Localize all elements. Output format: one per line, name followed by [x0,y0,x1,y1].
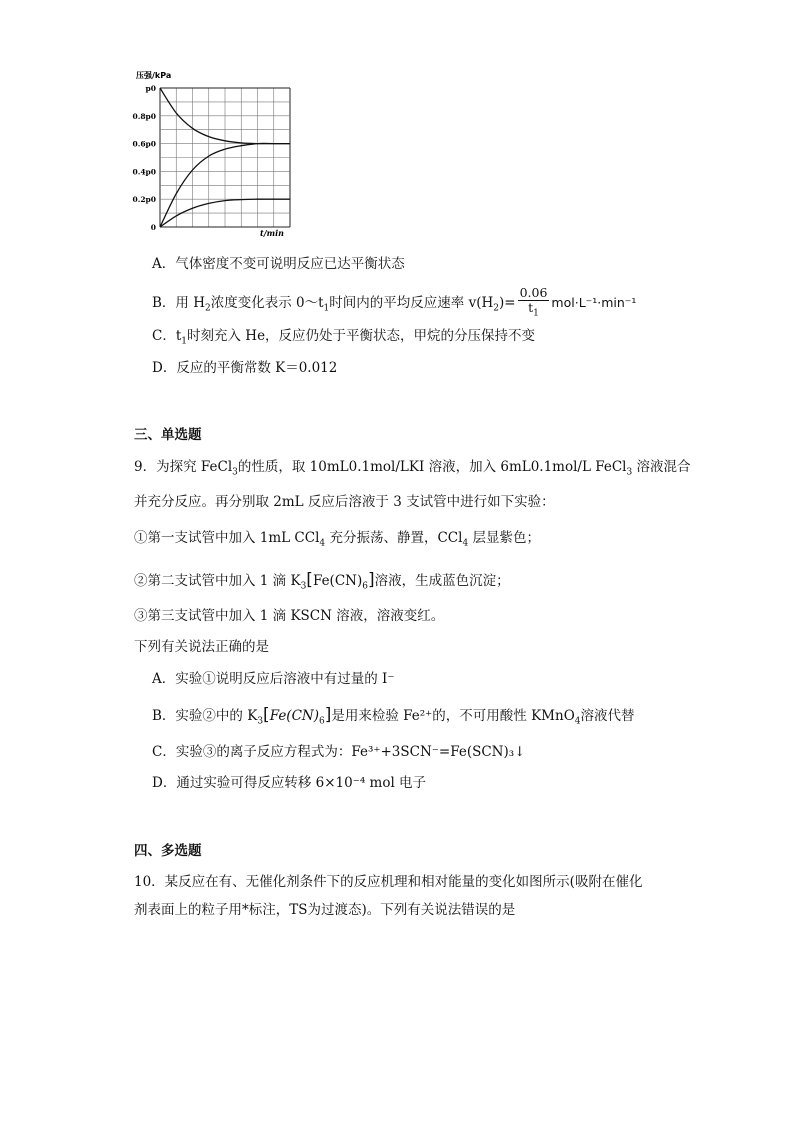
y-tick-label: p0 [145,84,156,93]
q9-option-d: D．通过实验可得反应转移 6×10⁻⁴ mol 电子 [152,775,427,791]
y-tick-label: 0.8p0 [132,111,156,121]
q8-option-d: D．反应的平衡常数 K＝0.012 [152,360,338,376]
y-axis-label: 压强/kPa [136,71,172,80]
q10-stem-line1: 10．某反应在有、无催化剂条件下的反应机理和相对能量的变化如图所示(吸附在催化 [134,874,643,890]
q9-stem-line1: 9．为探究 FeCl$_3$的性质，取 10mL0.1mol/LKI 溶液，加入 6mL0.1mol/L FeCl$_3$ 溶液混合 [134,459,691,478]
q10-stem-line2: 剂表面上的粒子用*标注，TS为过渡态)。下列有关说法错误的是 [134,902,516,918]
y-tick-label: 0.6p0 [132,139,156,149]
q9-experiment-3: ③第三支试管中加入 1 滴 KSCN 溶液，溶液变红。 [134,608,445,624]
y-tick-label: 0.2p0 [132,195,156,205]
q8-option-c: C．$t_1$时刻充入 He，反应仍处于平衡状态，甲烷的分压保持不变 [152,328,536,347]
q9-experiment-2: ②第二支试管中加入 1 滴 $K_3[Fe(CN)_6]$溶液，生成蓝色沉淀； [134,570,510,592]
q9-option-a: A．实验①说明反应后溶液中有过量的 I⁻ [152,671,395,687]
y-tick-label: 0 [150,223,156,232]
q9-experiment-1: ①第一支试管中加入 1mL CCl$_4$ 充分振荡、静置，CCl$_4$ 层显紫色； [134,530,540,549]
rate-fraction: $\frac{0.06}{t_1}$ [519,285,548,319]
y-tick-labels [132,84,156,232]
q8-option-a: A．气体密度不变可说明反应已达平衡状态 [152,256,405,272]
section-heading-single-choice: 三、单选题 [134,427,202,443]
x-axis-label: t/min [260,228,284,238]
q9-stem-line2: 并充分反应。再分别取 2mL 反应后溶液于 3 支试管中进行如下实验： [134,494,555,510]
q9-option-c: C．实验③的离子反应方程式为：Fe³⁺+3SCN⁻=Fe(SCN)₃↓ [152,744,526,760]
y-tick-label: 0.4p0 [132,167,156,177]
section-heading-multiple-choice: 四、多选题 [134,843,202,859]
pressure-time-chart [130,68,300,240]
q9-option-b: B．实验②中的 $K_3[Fe(CN)_6]$是用来检验 Fe²⁺的，不可用酸性 KMnO$_4$溶液代替 [152,705,635,727]
q8-option-b: B．用 $H_2$浓度变化表示 $0\sim t_1$时间内的平均反应速率 $v(H_2)=$ $\frac{0.06}{t_1}$ mol·L⁻¹·min⁻¹ [152,285,637,319]
q9-question: 下列有关说法正确的是 [134,639,269,655]
chart-grid [160,88,290,227]
